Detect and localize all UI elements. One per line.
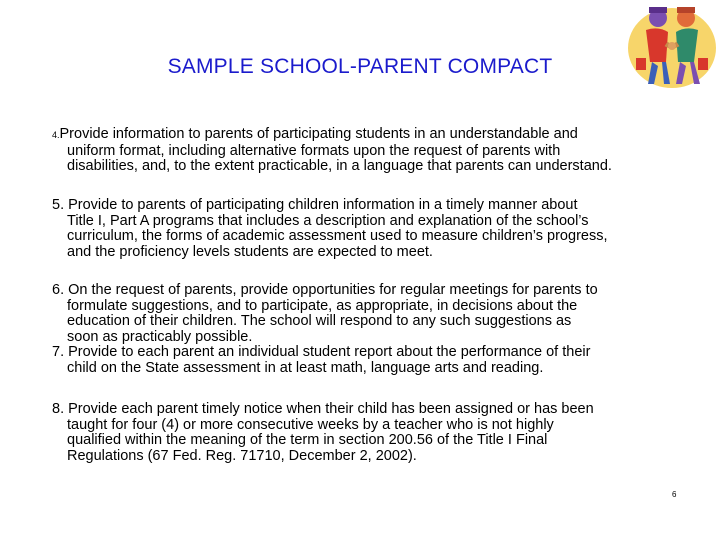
item-line: soon as practicably possible.: [67, 328, 253, 345]
item-line: 4.Provide information to parents of participating students in an understandable and: [52, 126, 578, 142]
item-line: child on the State assessment in at least math, language arts and reading.: [67, 359, 544, 376]
compact-item-8: [52, 402, 682, 464]
item-line: Regulations (67 Fed. Reg. 71710, December 2, 2002).: [67, 447, 417, 464]
compact-item-4: [52, 127, 682, 175]
item-line: curriculum, the forms of academic assessment used to measure children’s progress,: [67, 228, 608, 245]
compact-item-5: [52, 198, 682, 260]
item-line: 6. On the request of parents, provide opportunities for regular meetings for parents to: [52, 282, 598, 298]
item-line: 5. Provide to parents of participating children information in a timely manner about: [52, 197, 578, 213]
item-line: Title I, Part A programs that includes a description and explanation of the school’s: [67, 212, 589, 229]
handshake-people-icon: [624, 0, 720, 92]
item-line: uniform format, including alternative formats upon the request of parents with: [67, 142, 561, 159]
compact-item-6-7: [52, 283, 682, 377]
item-line: qualified within the meaning of the term in section 200.56 of the Title I Final: [67, 432, 548, 449]
item-line: and the proficiency levels students are expected to meet.: [67, 243, 433, 260]
page-title: SAMPLE SCHOOL-PARENT COMPACT: [167, 55, 553, 78]
item-number: 4.: [52, 130, 60, 140]
item-line: disabilities, and, to the extent practicable, in a language that parents can understand.: [67, 158, 612, 175]
item-line: formulate suggestions, and to participate, as appropriate, in decisions about the: [67, 297, 578, 314]
item-line: 8. Provide each parent timely notice when their child has been assigned or has been: [52, 401, 594, 417]
item-line: taught for four (4) or more consecutive weeks by a teacher who is not highly: [67, 416, 554, 433]
item-line: education of their children. The school will respond to any such suggestions as: [67, 313, 572, 330]
page-number: 6: [672, 490, 677, 499]
item-line: 7. Provide to each parent an individual student report about the performance of their: [52, 344, 591, 361]
